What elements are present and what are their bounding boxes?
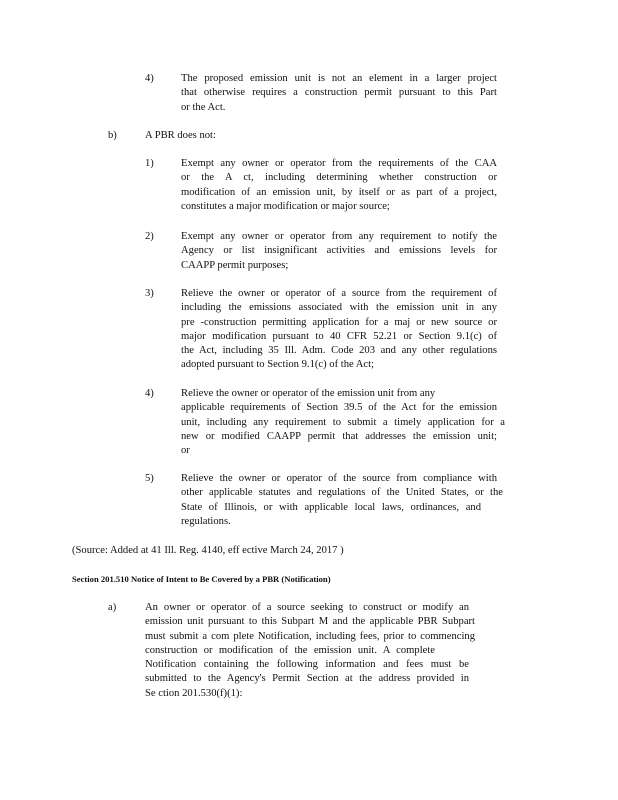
- text-line: must submit a com plete Notification, including fees, prior to commencing: [145, 630, 475, 642]
- section-heading: [72, 573, 472, 585]
- source-note: [72, 544, 392, 558]
- paragraph-a: [145, 601, 475, 701]
- text-line: Agency or list insignificant activities and emissions levels for: [181, 245, 497, 257]
- text-line: or the Act.: [181, 101, 226, 113]
- item-number: 4): [145, 73, 154, 84]
- item-number: 2): [145, 231, 154, 242]
- subsection-b-intro: [145, 129, 345, 143]
- text-line: regulations.: [181, 515, 231, 527]
- text-line: pre -construction permitting application for a maj or new source or: [181, 316, 497, 328]
- text-line: Exempt any owner or operator from the requirements of the CAA: [181, 158, 497, 169]
- text-line: submitted to the Agency's Permit Section at the address provided in: [145, 673, 469, 685]
- text-line: A PBR does not:: [145, 130, 216, 141]
- subsection-label: b): [108, 130, 117, 141]
- subsection-label: a): [108, 602, 117, 613]
- text-line: CAAPP permit purposes;: [181, 259, 289, 271]
- text-line: applicable requirements of Section 39.5 of the Act for the emission: [181, 402, 497, 414]
- text-line: Exempt any owner or operator from any requirement to notify the: [181, 231, 497, 242]
- text-line: Relieve the owner or operator of a source from the requirement of: [181, 288, 497, 299]
- text-line: or the A ct, including determining whether construction or: [181, 172, 497, 184]
- text-line: modification of an emission unit, by itself or as part of a project,: [181, 186, 497, 198]
- text-line: State of Illinois, or with applicable local laws, ordinances, and: [181, 501, 481, 513]
- paragraph-b4: [181, 387, 505, 458]
- paragraph-b1: [181, 157, 497, 214]
- text-line: The proposed emission unit is not an element in a larger project: [181, 73, 497, 84]
- item-number: 4): [145, 388, 154, 399]
- text-line: emission unit pursuant to this Subpart M and the applicable PBR Subpart: [145, 616, 475, 628]
- item-number: 3): [145, 288, 154, 299]
- text-line: including the emissions associated with the emission unit in any: [181, 302, 497, 314]
- text-line: the Act, including 35 Ill. Adm. Code 203 and any other regulations: [181, 345, 497, 357]
- text-line: Section 201.510 Notice of Intent to Be Covered by a PBR (Notification): [72, 574, 331, 584]
- paragraph-b3: [181, 287, 497, 373]
- text-line: An owner or operator of a source seeking to construct or modify an: [145, 602, 469, 613]
- text-line: constitutes a major modification or major source;: [181, 200, 390, 212]
- text-line: that otherwise requires a construction permit pursuant to this Part: [181, 87, 497, 99]
- text-line: Notification containing the following information and fees must be: [145, 659, 469, 671]
- text-line: major modification pursuant to 40 CFR 52.21 or Section 9.1(c) of: [181, 330, 497, 342]
- text-line: other applicable statutes and regulations of the United States, or the: [181, 487, 503, 499]
- text-line: adopted pursuant to Section 9.1(c) of the Act;: [181, 359, 374, 371]
- text-line: Relieve the owner or operator of the emission unit from any: [181, 388, 436, 399]
- text-line: (Source: Added at 41 Ill. Reg. 4140, eff ective March 24, 2017 ): [72, 545, 344, 556]
- paragraph-b2: [181, 230, 497, 273]
- item-number: 5): [145, 473, 154, 484]
- text-line: Relieve the owner or operator of the source from compliance with: [181, 473, 497, 484]
- text-line: construction or modification of the emission unit. A complete: [145, 644, 435, 656]
- paragraph-b5: [181, 472, 503, 529]
- text-line: or: [181, 445, 190, 457]
- item-number: 1): [145, 158, 154, 169]
- paragraph-item-4-top: [181, 72, 497, 115]
- text-line: Se ction 201.530(f)(1):: [145, 687, 243, 699]
- text-line: unit, including any requirement to submit a timely application for a: [181, 416, 505, 428]
- text-line: new or modified CAAPP permit that addresses the emission unit;: [181, 430, 497, 442]
